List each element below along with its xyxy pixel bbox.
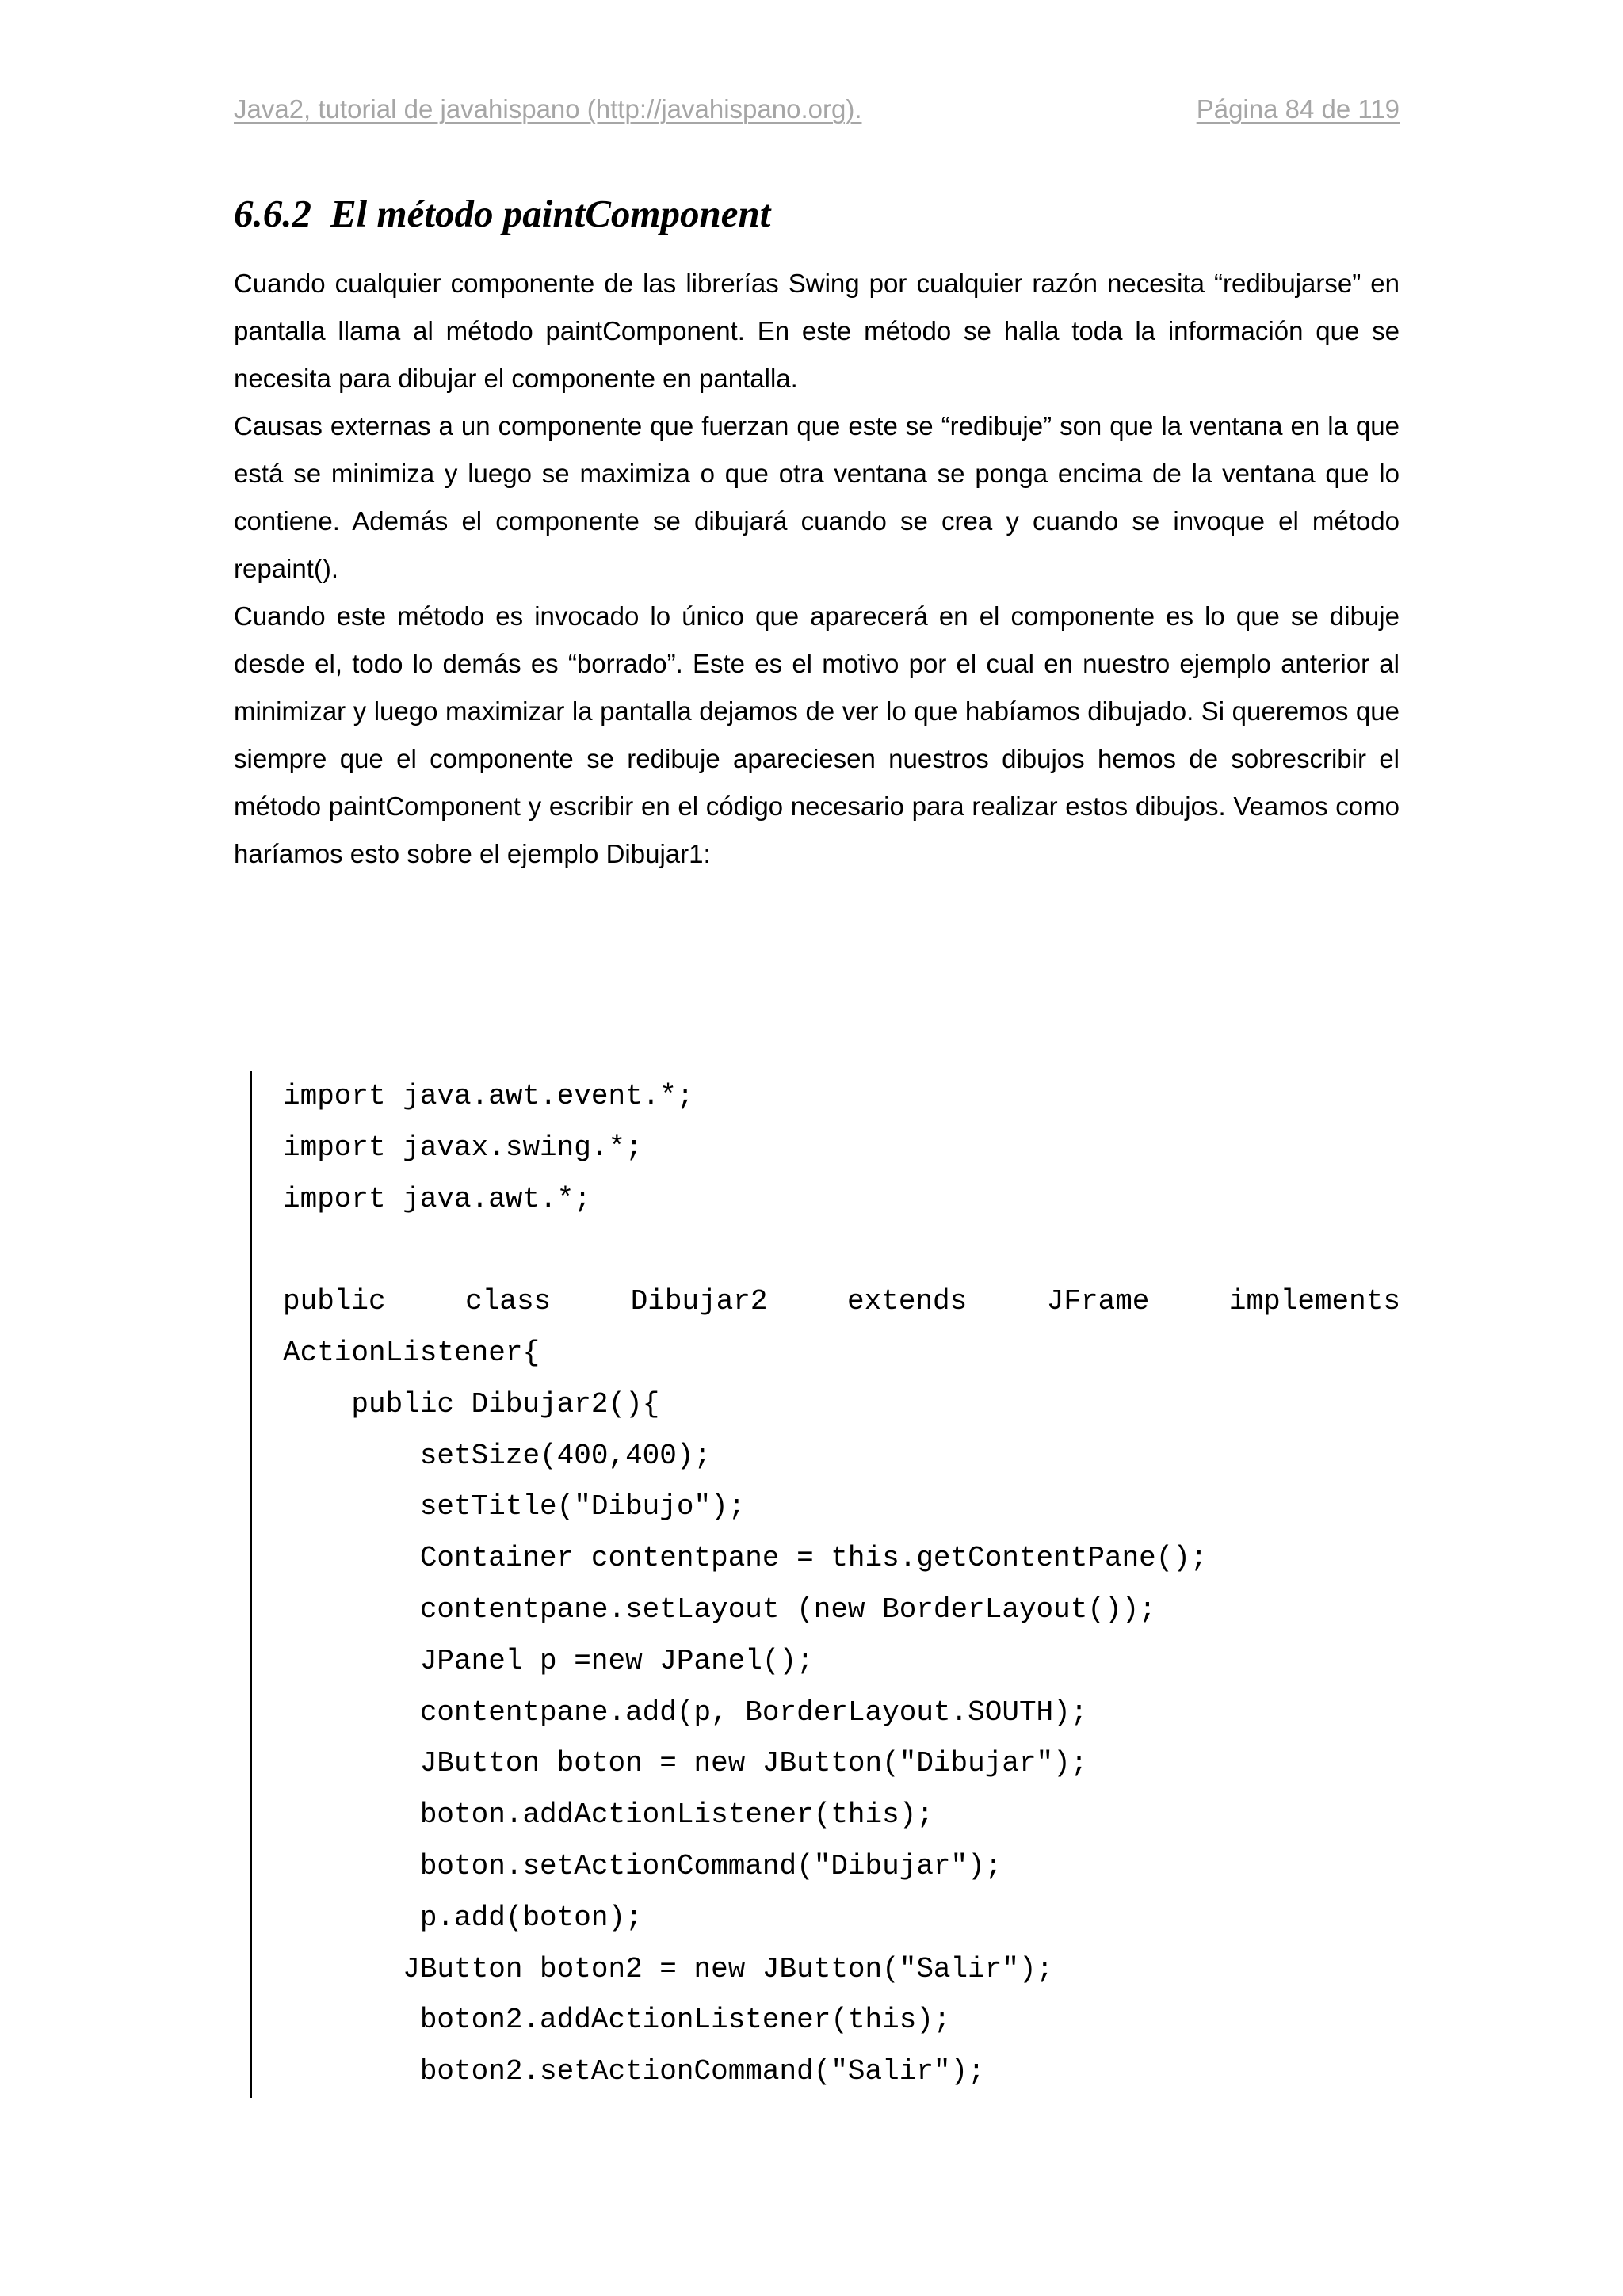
code-line: setTitle("Dibujo"); xyxy=(283,1490,746,1524)
code-line: import java.awt.event.*; xyxy=(283,1080,694,1112)
code-line: ActionListener{ xyxy=(283,1336,540,1369)
code-line: boton.addActionListener(this); xyxy=(283,1798,934,1832)
paragraph: Causas externas a un componente que fuerzan que este se “redibuje” son que la ventana en la que está se minimiza y luego se maximiza o que otra ventana se ponga encima de la ventana que lo contiene. Además el componente se dibujará cuando se crea y cuando se invoque el método repaint(). xyxy=(234,411,1400,583)
paragraph: Cuando cualquier componente de las librerías Swing por cualquier razón necesita “redibujarse” en pantalla llama al método paintComponent. En este método se halla toda la información que se necesita para dibujar el componente en pantalla. xyxy=(234,269,1400,393)
code-line: setSize(400,400); xyxy=(283,1439,712,1472)
code-line: boton.setActionCommand("Dibujar"); xyxy=(283,1849,1002,1882)
code-line: import java.awt.*; xyxy=(283,1182,591,1215)
code-word: public xyxy=(283,1285,386,1318)
code-line: JPanel p =new JPanel(); xyxy=(283,1644,814,1677)
code-line: boton2.addActionListener(this); xyxy=(283,2004,951,2037)
code-line-class-declaration xyxy=(283,1276,1400,1328)
body-text xyxy=(234,260,1400,878)
code-line: boton2.setActionCommand("Salir"); xyxy=(283,2055,985,2088)
code-word: implements xyxy=(1228,1285,1400,1318)
section-heading xyxy=(234,190,770,238)
code-line: import javax.swing.*; xyxy=(283,1131,643,1164)
code-word: class xyxy=(465,1285,552,1318)
code-line: contentpane.setLayout (new BorderLayout()); xyxy=(283,1592,1156,1626)
code-line: Container contentpane = this.getContentPane(); xyxy=(283,1542,1208,1575)
code-block xyxy=(283,1071,1400,2098)
code-line: JButton boton2 = new JButton("Salir"); xyxy=(283,1952,1054,1985)
header-title: Java2, tutorial de javahispano (http://javahispano.org). xyxy=(234,94,862,124)
code-word: extends xyxy=(847,1285,968,1318)
code-word: JFrame xyxy=(1046,1285,1150,1318)
page-number: Página 84 de 119 xyxy=(1196,94,1400,124)
code-line: contentpane.add(p, BorderLayout.SOUTH); xyxy=(283,1695,1088,1729)
code-block-border xyxy=(250,1071,252,2098)
code-line: p.add(boton); xyxy=(283,1901,643,1934)
code-blank-line xyxy=(283,1225,1400,1276)
code-line: JButton boton = new JButton("Dibujar"); xyxy=(283,1747,1088,1780)
paragraph: Cuando este método es invocado lo único que aparecerá en el componente es lo que se dibuje desde el, todo lo demás es “borrado”. Este es el motivo por el cual en nuestro ejemplo anterior al minimizar y luego maximizar la pantalla dejamos de ver lo que habíamos dibujado. Si queremos que siempre que el componente se redibuje apareciesen nuestros dibujos hemos de sobrescribir el método paintComponent y escribir en el código necesario para realizar estos dibujos. Veamos como haríamos esto sobre el ejemplo Dibujar1: xyxy=(234,601,1400,868)
section-number: 6.6.2 xyxy=(234,192,311,235)
code-line: public Dibujar2(){ xyxy=(283,1387,660,1421)
section-title: El método paintComponent xyxy=(330,192,771,235)
code-word: Dibujar2 xyxy=(630,1285,768,1318)
